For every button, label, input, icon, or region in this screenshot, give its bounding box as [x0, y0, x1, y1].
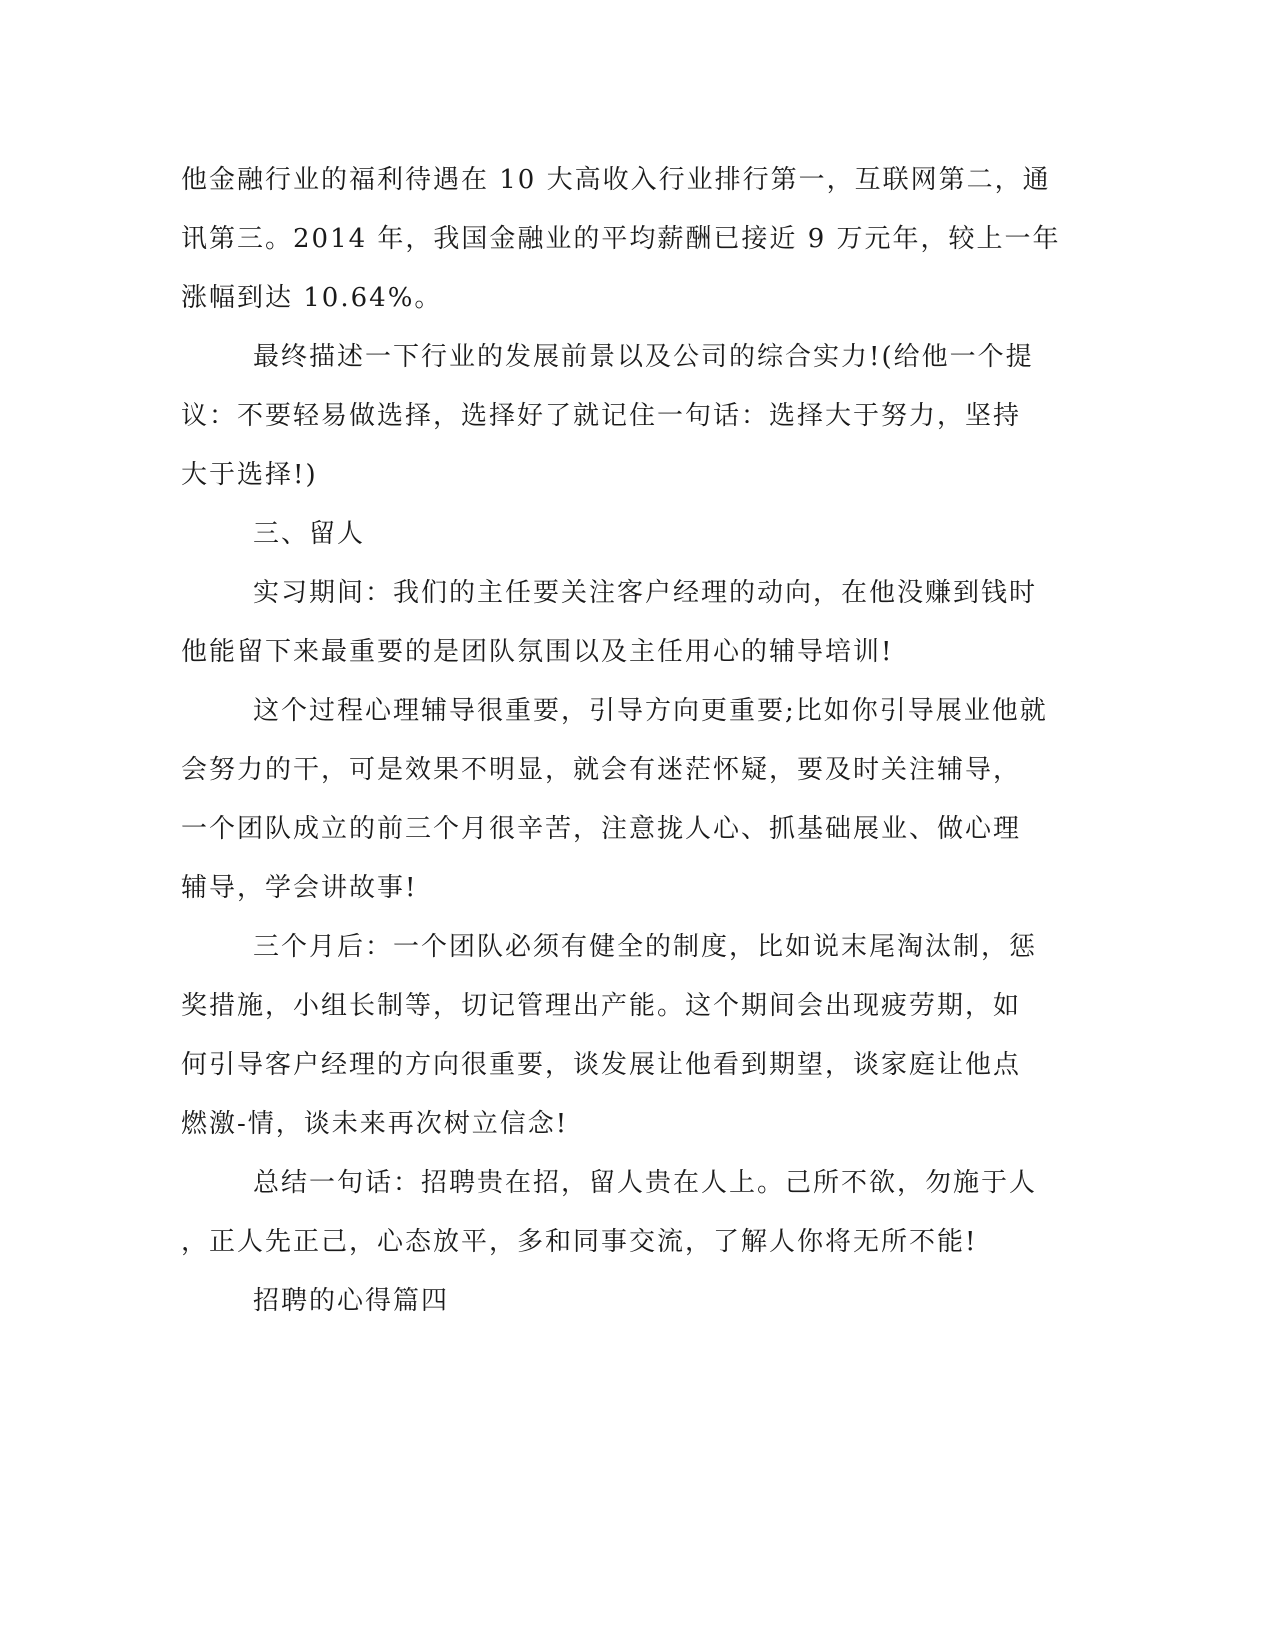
text-line: 一个团队成立的前三个月很辛苦，注意拢人心、抓基础展业、做心理 — [181, 814, 1022, 844]
text-line: 讯第三。2014 年，我国金融业的平均薪酬已接近 9 万元年，较上一年 — [181, 224, 1061, 254]
text-line: 议：不要轻易做选择，选择好了就记住一句话：选择大于努力，坚持 — [181, 401, 1022, 431]
text-line: 奖措施，小组长制等，切记管理出产能。这个期间会出现疲劳期，如 — [181, 991, 1022, 1021]
paragraph-start-line: 实习期间：我们的主任要关注客户经理的动向，在他没赚到钱时 — [253, 578, 1038, 608]
section-heading: 招聘的心得篇四 — [253, 1286, 450, 1316]
text-line: 涨幅到达 10.64%。 — [181, 283, 443, 313]
paragraph-start-line: 总结一句话：招聘贵在招，留人贵在人上。己所不欲，勿施于人 — [253, 1168, 1038, 1198]
text-line: 何引导客户经理的方向很重要，谈发展让他看到期望，谈家庭让他点 — [181, 1050, 1022, 1080]
text-line: 辅导，学会讲故事! — [181, 873, 418, 903]
paragraph-start-line: 这个过程心理辅导很重要，引导方向更重要;比如你引导展业他就 — [253, 696, 1048, 726]
text-line: 燃激-情，谈未来再次树立信念! — [181, 1109, 569, 1139]
text-line: 他能留下来最重要的是团队氛围以及主任用心的辅导培训! — [181, 637, 894, 667]
paragraph-start-line: 最终描述一下行业的发展前景以及公司的综合实力!(给他一个提 — [253, 342, 1034, 372]
text-line: ，正人先正己，心态放平，多和同事交流，了解人你将无所不能! — [181, 1227, 978, 1257]
text-line: 他金融行业的福利待遇在 10 大高收入行业排行第一，互联网第二，通 — [181, 165, 1051, 195]
text-line: 会努力的干，可是效果不明显，就会有迷茫怀疑，要及时关注辅导， — [181, 755, 1022, 785]
section-heading: 三、留人 — [253, 519, 366, 549]
paragraph-start-line: 三个月后：一个团队必须有健全的制度，比如说末尾淘汰制，惩 — [253, 932, 1038, 962]
text-line: 大于选择!) — [181, 460, 318, 490]
